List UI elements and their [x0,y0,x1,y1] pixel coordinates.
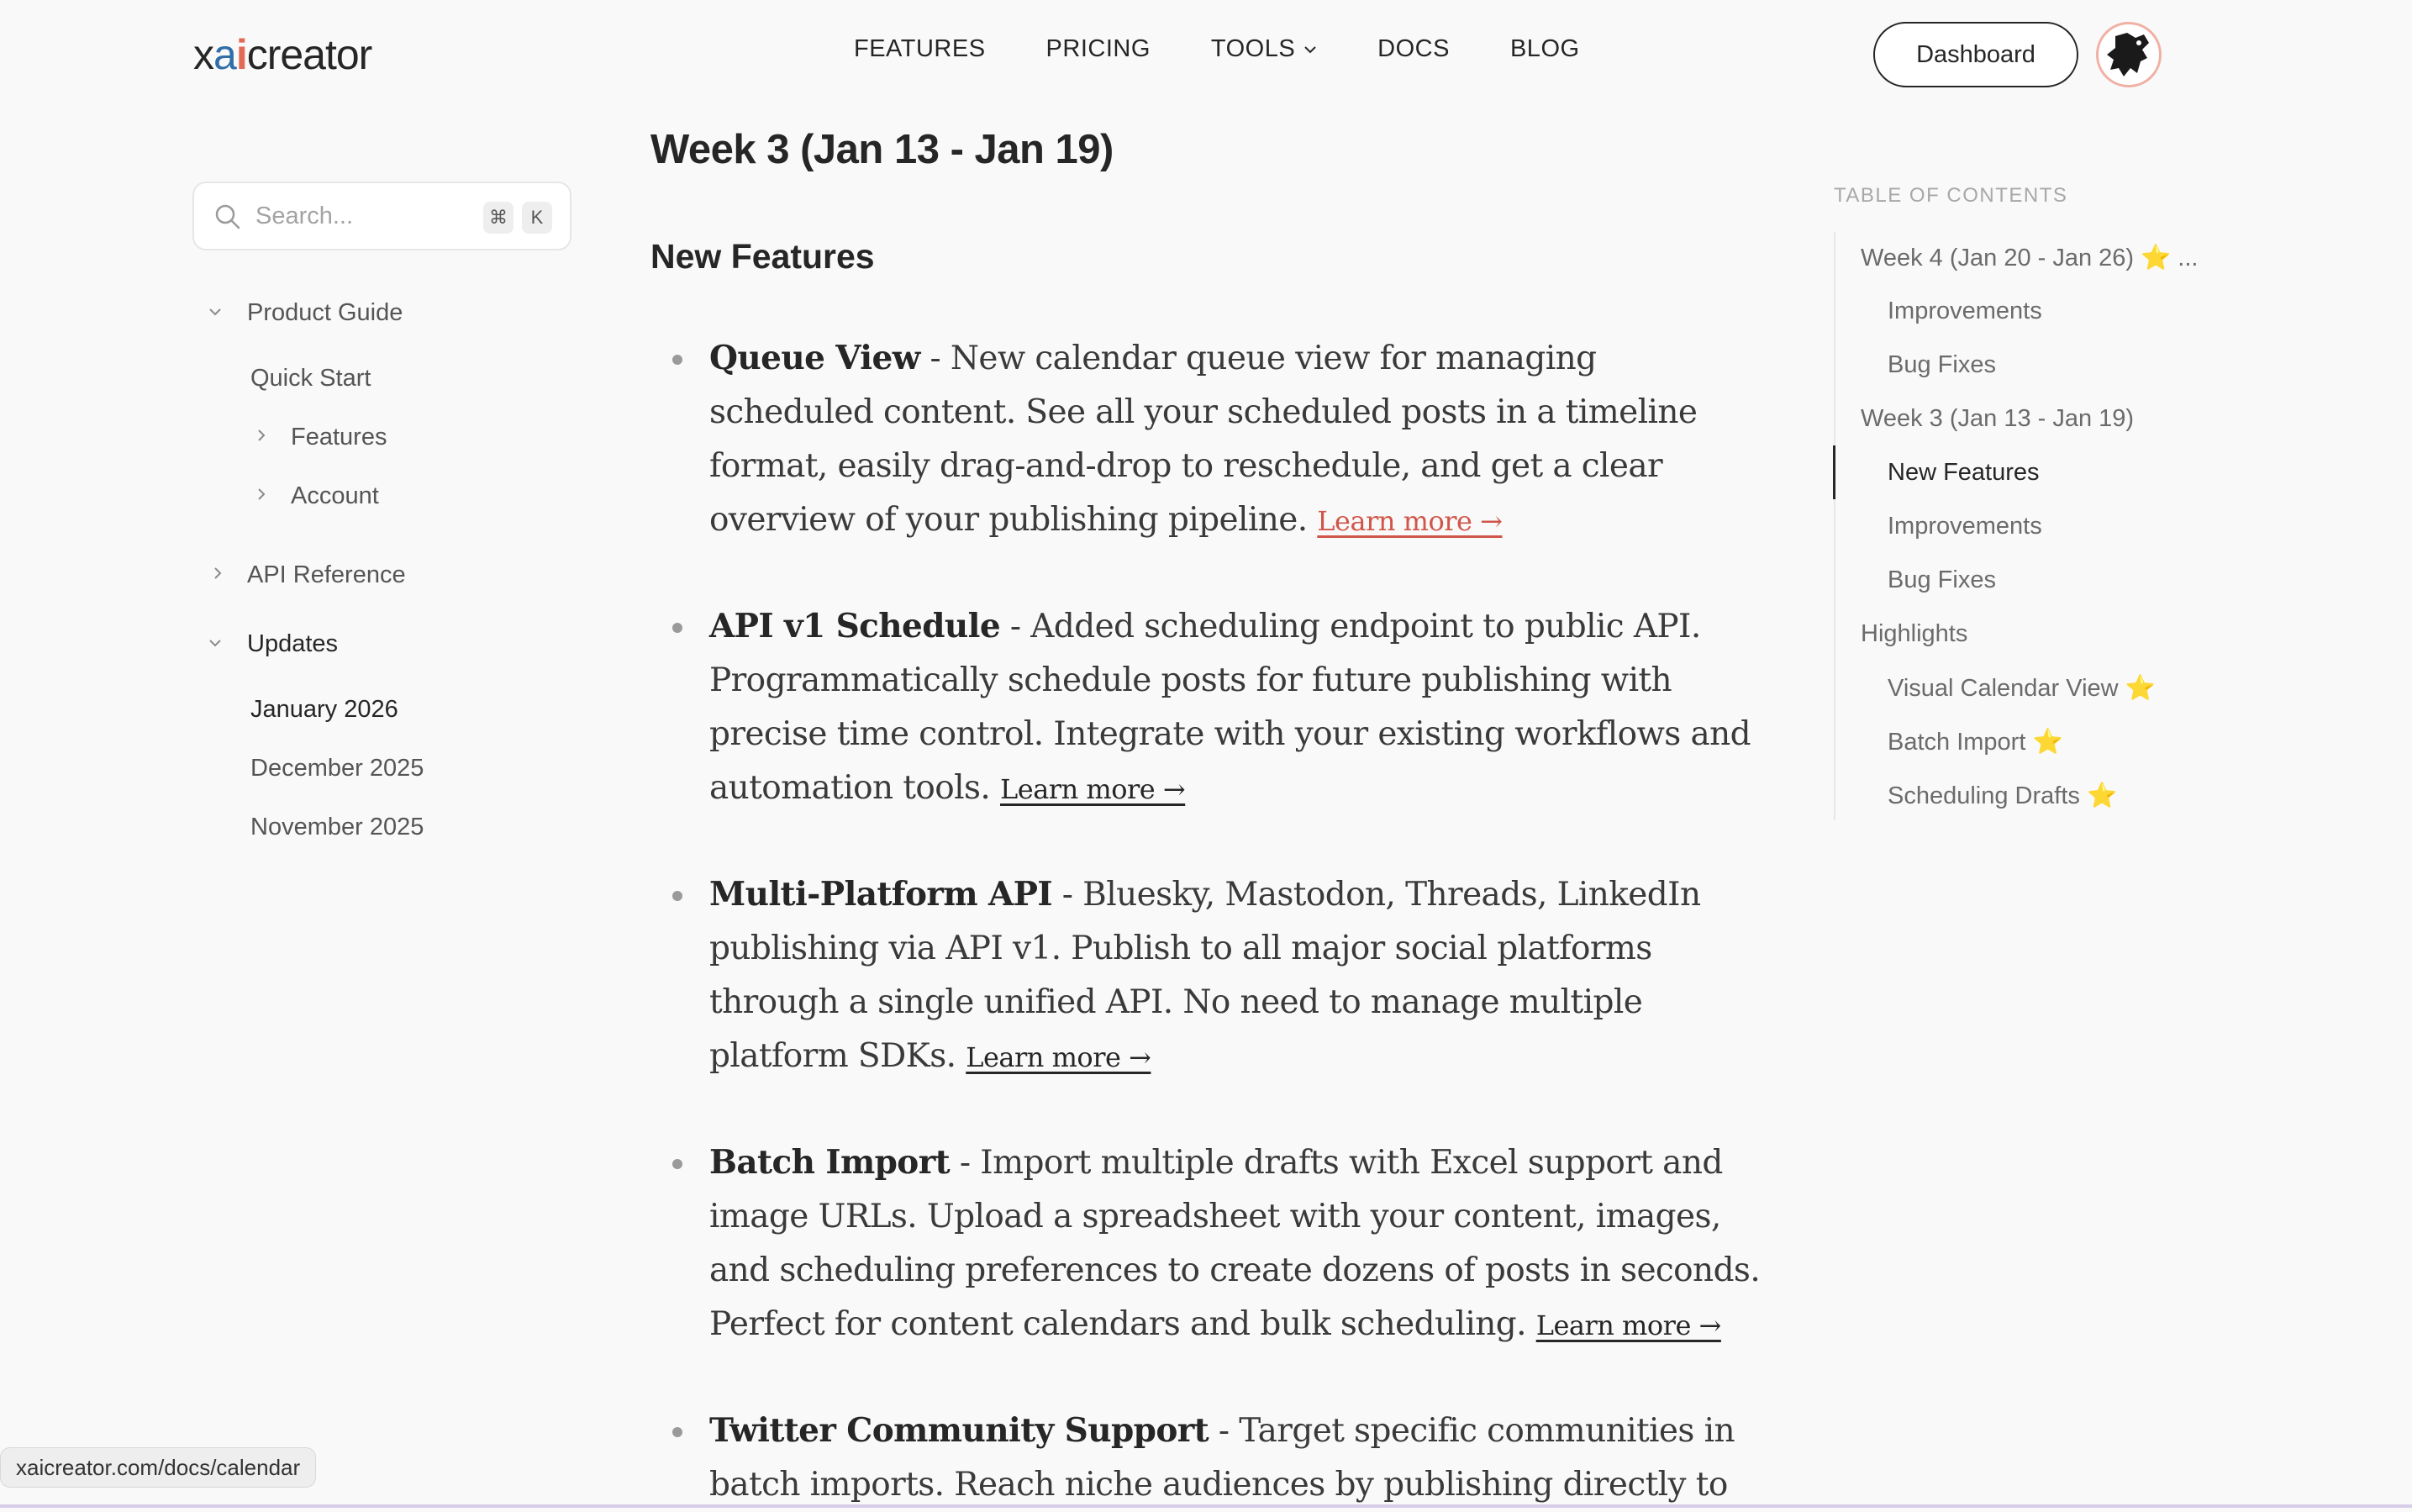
nav-pricing-label: PRICING [1045,35,1151,62]
sidebar-item-updates[interactable] [247,630,338,658]
top-header [0,0,2412,109]
logo-ai-a: a [213,31,236,78]
toc-rail [1834,232,1835,820]
sidebar-item-api-reference[interactable] [247,561,406,589]
sidebar-item-product-guide[interactable] [247,299,403,327]
feature-description: - Target specific communities in batch imports. Reach niche audiences by publishing directly to [709,1412,1735,1504]
nav-features-label: FEATURES [854,35,986,62]
sidebar-item-label: November 2025 [250,814,424,840]
nav-tools[interactable] [1211,35,1317,63]
logo-x: x [193,31,213,78]
feature-description: - Import multiple drafts with Excel support and image URLs. Upload a spreadsheet with your content, images, and scheduling preferences to create dozens of posts in seconds. Perfect for content calendars and bulk scheduling. [709,1144,1761,1343]
search-icon [213,202,243,232]
toc-item-batch-import[interactable]: Batch Import ⭐ [1888,729,2063,756]
toc-item-new-features[interactable]: New Features [1888,459,2040,486]
avatar-image-icon [2099,24,2159,85]
chevron-right-icon [257,429,266,442]
bullet-icon [672,891,682,901]
bullet-icon [672,623,682,633]
nav-pricing[interactable] [1046,35,1151,63]
logo-ai-mark [213,30,247,79]
sidebar-item-label: API Reference [247,561,406,588]
feature-title: Batch Import [709,1143,951,1182]
feature-title: Queue View [709,339,920,377]
list-item [709,331,1768,548]
sidebar-item-january-2026[interactable] [250,696,398,724]
toc-title: TABLE OF CONTENTS [1834,184,2068,207]
learn-more-link[interactable]: Learn more → [1000,773,1186,805]
search-input[interactable]: Search... [255,203,354,229]
sidebar-item-label: Features [291,424,387,450]
feature-title: Twitter Community Support [709,1411,1209,1450]
sidebar-item-label: Quick Start [250,365,371,392]
sidebar-item-november-2025[interactable] [250,814,424,841]
link-preview-status: xaicreator.com/docs/calendar [0,1447,316,1488]
nav-blog[interactable] [1510,35,1580,63]
toc-item-week-3[interactable]: Week 3 (Jan 13 - Jan 19) [1861,405,2135,432]
feature-title: API v1 Schedule [709,607,1001,645]
chevron-down-icon [1303,45,1317,54]
sidebar-item-account[interactable] [291,482,379,510]
chevron-right-icon [213,566,222,580]
logo[interactable] [193,25,371,84]
page-title: Week 3 (Jan 13 - Jan 19) [650,127,1114,172]
toc-active-indicator [1833,445,1835,499]
list-item [709,1404,1768,1512]
toc-item-week-4[interactable]: Week 4 (Jan 20 - Jan 26) ⭐ ... [1861,245,2199,271]
sidebar-item-label: January 2026 [250,696,398,723]
list-item [709,1135,1768,1352]
chevron-right-icon [257,487,266,501]
search-box[interactable] [192,182,571,250]
nav-tools-label: TOOLS [1210,35,1296,62]
toc-item-bug-fixes[interactable]: Bug Fixes [1888,566,1996,593]
dashboard-button-label: Dashboard [1916,40,2035,68]
chevron-down-icon [208,639,222,647]
sidebar-item-features[interactable] [291,424,387,451]
bottom-border [0,1504,2412,1508]
sidebar-item-label: Updates [247,630,339,657]
feature-description: - Bluesky, Mastodon, Threads, LinkedIn publishing via API v1. Publish to all major social platforms through a single unified API. No need to manage multiple platform SDKs. [709,876,1701,1075]
main-nav [854,35,1640,63]
learn-more-link[interactable]: Learn more → [1317,505,1503,537]
sidebar-item-december-2025[interactable] [250,755,424,782]
sidebar-item-quick-start[interactable] [250,365,371,392]
avatar[interactable] [2096,22,2162,87]
nav-docs[interactable] [1377,35,1450,63]
feature-description: - Added scheduling endpoint to public API. Programmatically schedule posts for future publishing with precise time control. Integrate with your existing workflows and automation tools. [709,608,1751,807]
toc-item-improvements[interactable]: Improvements [1888,298,2042,324]
toc-item-scheduling-drafts[interactable]: Scheduling Drafts ⭐ [1888,782,2118,809]
sidebar-item-label: December 2025 [250,755,424,782]
learn-more-link[interactable]: Learn more → [966,1041,1151,1073]
sidebar-item-label: Product Guide [247,299,403,326]
nav-docs-label: DOCS [1377,35,1450,62]
bullet-icon [672,355,682,365]
shortcut-k-key: K [522,202,552,234]
toc-item-visual-calendar-view[interactable]: Visual Calendar View ⭐ [1888,675,2156,702]
bullet-icon [672,1427,682,1437]
nav-features[interactable] [854,35,986,63]
shortcut-cmd-key: ⌘ [483,202,513,234]
feature-title: Multi-Platform API [709,875,1052,914]
toc-item-bug-fixes[interactable]: Bug Fixes [1888,351,1996,378]
bullet-icon [672,1159,682,1169]
logo-ai-i: i [235,31,247,78]
logo-creator: creator [246,31,372,78]
list-item [709,867,1768,1084]
learn-more-link[interactable]: Learn more → [1535,1309,1721,1341]
dashboard-button[interactable] [1873,22,2078,87]
feature-description: - New calendar queue view for managing scheduled content. See all your scheduled posts in a timeline format, easily drag-and-drop to reschedule, and get a clear overview of your publishing pipeline. [709,340,1698,539]
nav-blog-label: BLOG [1509,35,1580,62]
list-item [709,599,1768,816]
chevron-down-icon [208,308,222,316]
section-heading: New Features [650,237,875,276]
toc-item-highlights[interactable]: Highlights [1861,620,1968,647]
toc-item-improvements[interactable]: Improvements [1888,513,2042,540]
sidebar-item-label: Account [291,482,379,509]
